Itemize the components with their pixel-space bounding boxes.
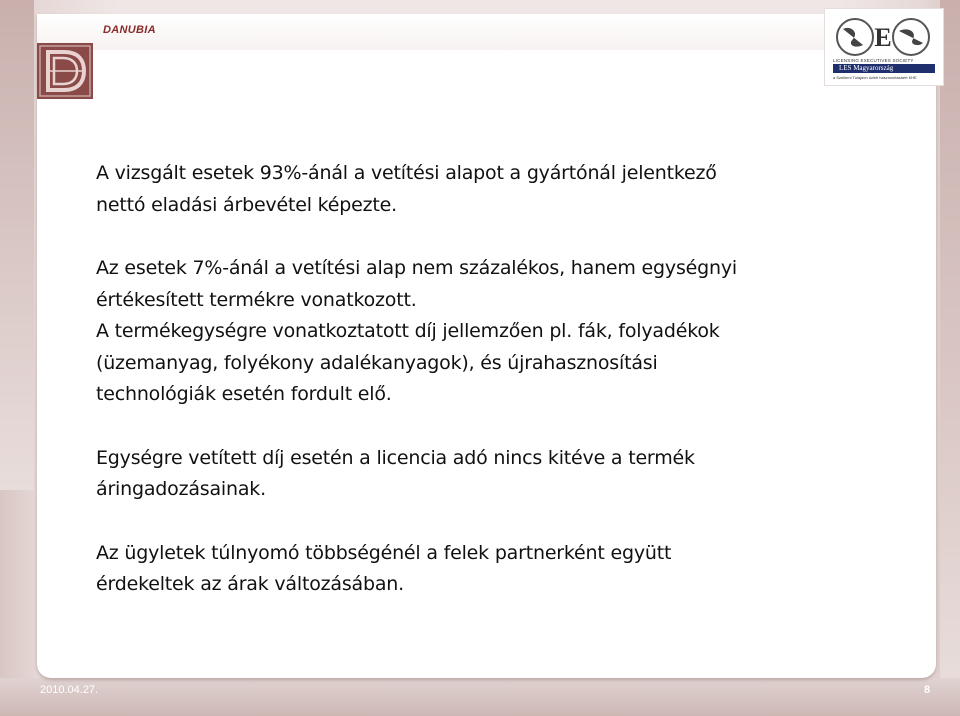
footer-date: 2010.04.27. xyxy=(40,684,99,696)
brand-name: DANUBIA xyxy=(103,24,156,36)
left-decor-strip xyxy=(0,0,34,490)
paragraph-1 xyxy=(96,158,876,221)
text-line: technológiák esetén fordult elő. xyxy=(96,383,392,405)
text-line: érdekeltek az árak változásában. xyxy=(96,573,404,595)
page-number: 8 xyxy=(924,684,931,696)
text-line: Egységre vetített díj esetén a licencia adó nincs kitéve a termék xyxy=(96,446,695,469)
svg-text:E: E xyxy=(874,23,892,52)
footer-bar xyxy=(0,678,960,716)
les-subtitle: a Szellemi Tulajdon üzleti hasznosításáért KHE xyxy=(833,75,917,80)
les-society-text: LICENSING EXECUTIVES SOCIETY xyxy=(833,58,914,63)
paragraph-3 xyxy=(96,443,876,506)
text-line: A vizsgált esetek 93%-ánál a vetítési alapot a gyártónál jelentkező xyxy=(96,162,717,184)
text-line: áringadozásainak. xyxy=(96,478,266,500)
text-line: Az ügyletek túlnyomó többségénél a felek partnerként együtt xyxy=(96,541,672,564)
text-line: nettó eladási árbevétel képezte. xyxy=(96,193,397,216)
right-decor-strip xyxy=(940,0,960,716)
les-globe-icon xyxy=(833,15,933,59)
text-line: értékesített termékre vonatkozott. xyxy=(96,288,417,311)
paragraph-2 xyxy=(96,253,876,411)
text-line: Az esetek 7%-ánál a vetítési alap nem százalékos, hanem egységnyi xyxy=(96,257,737,279)
text-line: A termékegységre vonatkoztatott díj jellemzően pl. fák, folyadékok xyxy=(96,320,720,342)
paragraph-4 xyxy=(96,538,876,601)
les-badge: LES Magyarország xyxy=(833,64,935,73)
slide-content xyxy=(96,158,876,601)
les-logo xyxy=(824,8,944,86)
danubia-logo-icon xyxy=(36,42,94,100)
text-line: (üzemanyag, folyékony adalékanyagok), és újrahasznosítási xyxy=(96,351,658,374)
